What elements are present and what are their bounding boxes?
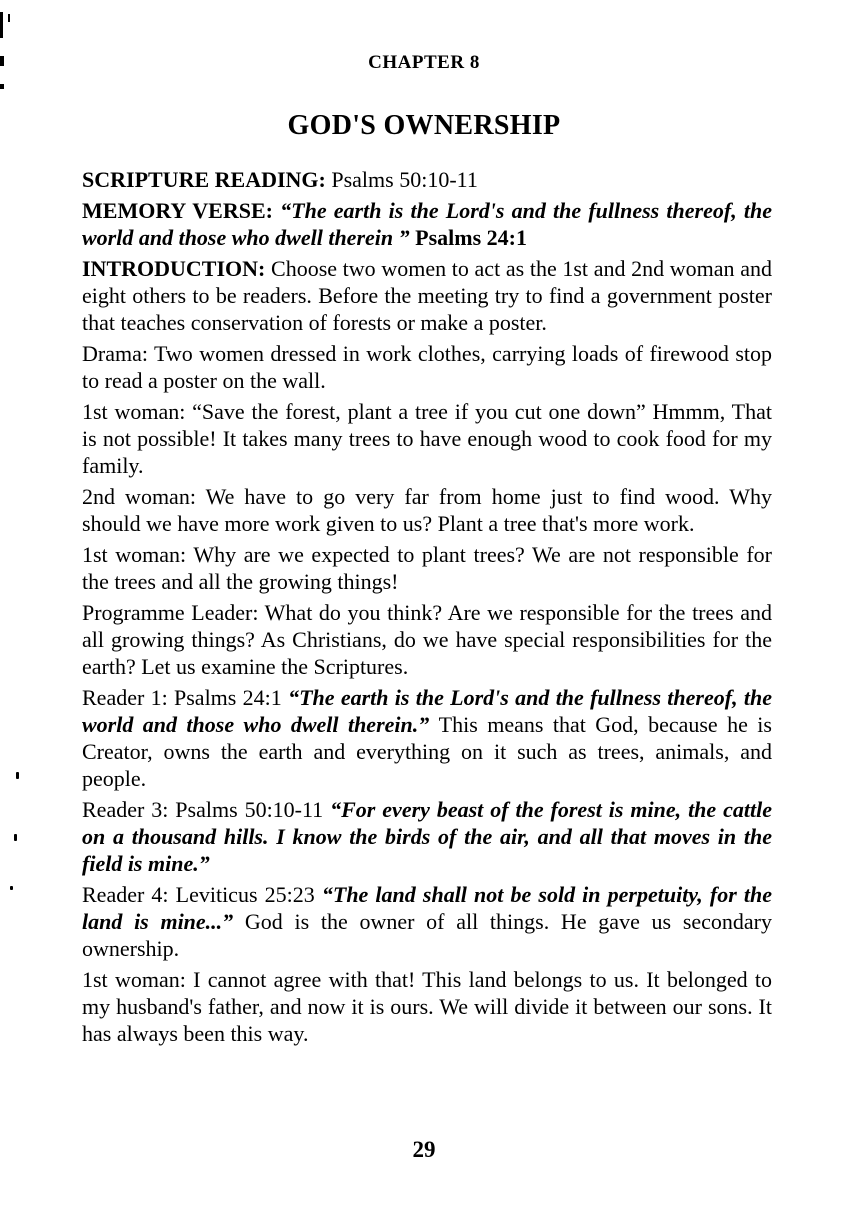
paragraph bbox=[82, 881, 772, 962]
paragraph bbox=[82, 684, 772, 792]
text-segment: Reader 4: Leviticus 25:23 bbox=[82, 882, 322, 907]
paragraph bbox=[82, 166, 772, 193]
text-segment: Reader 1: Psalms 24:1 bbox=[82, 685, 289, 710]
text-segment: Drama: Two women dressed in work clothes, carrying loads of firewood stop to read a poster on the wall. bbox=[82, 341, 772, 393]
text-segment: “The earth is the Lord's and the fullness thereof, the world and those who dwell therein ” bbox=[82, 198, 772, 250]
paragraph bbox=[82, 340, 772, 394]
text-segment: “For every beast of the forest is mine, the cattle on a thousand hills. I know the birds of the air, and all that moves in the field is mine.” bbox=[82, 797, 772, 876]
paragraph bbox=[82, 483, 772, 537]
paragraph bbox=[82, 541, 772, 595]
page-title: GOD'S OWNERSHIP bbox=[287, 110, 561, 141]
scan-artifact bbox=[0, 12, 3, 38]
scan-speck bbox=[10, 886, 13, 890]
paragraph bbox=[82, 398, 772, 479]
text-segment: Choose two women to act as the 1st and 2nd woman and eight others to be readers. Before the meeting try to find a government poster that teaches conservation of forests or make a poster. bbox=[82, 256, 772, 335]
scan-artifact bbox=[8, 14, 10, 22]
paragraph bbox=[82, 599, 772, 680]
scan-artifact bbox=[0, 84, 4, 89]
text-segment: SCRIPTURE READING: bbox=[82, 167, 332, 192]
text-segment: INTRODUCTION: bbox=[82, 256, 272, 281]
text-segment: Reader 3: Psalms 50:10-11 bbox=[82, 797, 331, 822]
paragraph bbox=[82, 966, 772, 1047]
scan-speck bbox=[16, 772, 19, 779]
text-segment: God is the owner of all things. He gave us secondary ownership. bbox=[82, 909, 773, 961]
page-body bbox=[0, 142, 848, 1047]
text-segment: 2nd woman: We have to go very far from home just to find wood. Why should we have more work given to us? Plant a tree that's more work. bbox=[82, 484, 772, 536]
text-segment: Programme Leader: What do you think? Are we responsible for the trees and all growing things? As Christians, do we have special responsibilities for the earth? Let us examine the Scriptures. bbox=[82, 600, 772, 679]
text-segment: Psalms 50:10-11 bbox=[331, 167, 478, 192]
text-segment: 1st woman: Why are we expected to plant trees? We are not responsible for the trees and all the growing things! bbox=[82, 542, 772, 594]
text-segment: “The earth is the Lord's and the fullness thereof, the world and those who dwell therein.” bbox=[82, 685, 772, 737]
paragraph bbox=[82, 255, 772, 336]
text-segment: Psalms 24:1 bbox=[415, 225, 527, 250]
text-segment: 1st woman: “Save the forest, plant a tree if you cut one down” Hmmm, That is not possible! It takes many trees to have enough wood to cook food for my family. bbox=[82, 399, 772, 478]
page-number: 29 bbox=[412, 1137, 436, 1162]
paragraph bbox=[82, 197, 772, 251]
paragraph bbox=[82, 796, 772, 877]
scan-speck bbox=[14, 834, 17, 841]
text-segment: This means that God, because he is Creator, owns the earth and everything on it such as trees, animals, and people. bbox=[82, 712, 772, 791]
chapter-heading: CHAPTER 8 bbox=[368, 52, 480, 73]
text-segment: MEMORY VERSE: bbox=[82, 198, 281, 223]
text-segment: “The land shall not be sold in perpetuity, for the land is mine...” bbox=[82, 882, 772, 934]
text-segment: 1st woman: I cannot agree with that! This land belongs to us. It belonged to my husband's father, and now it is ours. We will divide it between our sons. It has always been this way. bbox=[82, 967, 772, 1046]
scan-artifact bbox=[0, 56, 4, 66]
